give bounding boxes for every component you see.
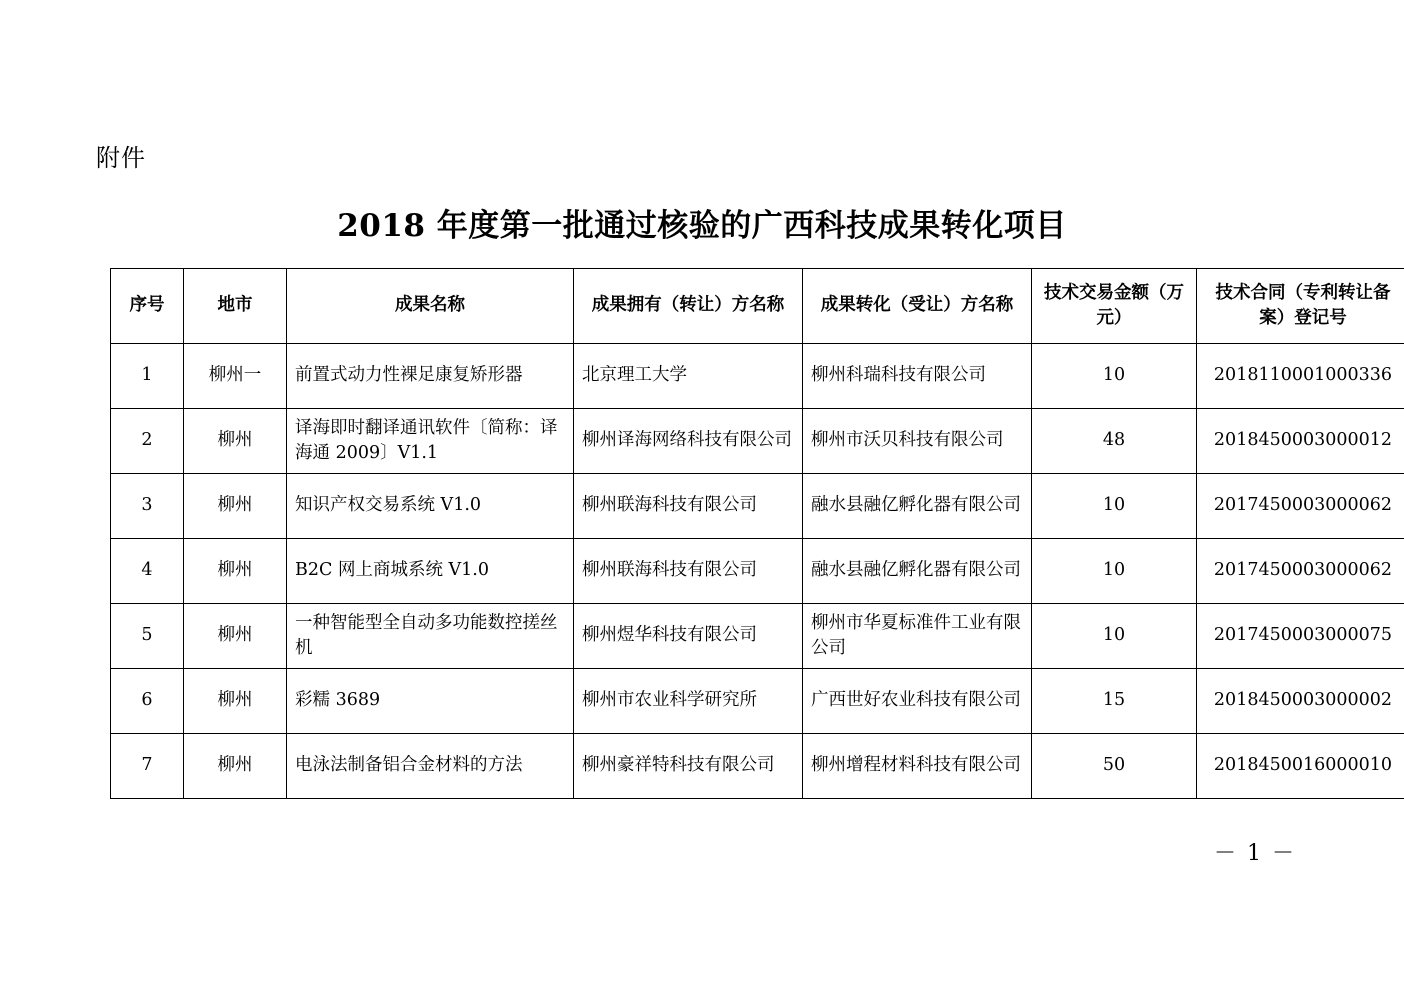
projects-table <box>110 268 1404 799</box>
cell-city: 柳州 <box>184 734 287 799</box>
table-row <box>111 409 1404 474</box>
cell-owner: 柳州市农业科学研究所 <box>574 669 803 734</box>
cell-no: 7 <box>111 734 184 799</box>
column-header-city: 地市 <box>184 269 287 344</box>
cell-amount: 15 <box>1032 669 1197 734</box>
cell-receiver: 柳州市沃贝科技有限公司 <box>803 409 1032 474</box>
cell-receiver: 融水县融亿孵化器有限公司 <box>803 474 1032 539</box>
cell-contract-no: 2018450003000002 <box>1197 669 1404 734</box>
cell-contract-no: 2017450003000062 <box>1197 474 1404 539</box>
cell-owner: 柳州译海网络科技有限公司 <box>574 409 803 474</box>
cell-achievement-name: 一种智能型全自动多功能数控搓丝机 <box>287 604 574 669</box>
cell-city: 柳州 <box>184 409 287 474</box>
table-body <box>111 344 1404 799</box>
cell-owner: 柳州煜华科技有限公司 <box>574 604 803 669</box>
projects-table-container <box>110 268 1393 799</box>
table-row <box>111 539 1404 604</box>
column-header-receiver: 成果转化（受让）方名称 <box>803 269 1032 344</box>
column-header-achievement-name: 成果名称 <box>287 269 574 344</box>
cell-owner: 北京理工大学 <box>574 344 803 409</box>
page-title: 2018 年度第一批通过核验的广西科技成果转化项目 <box>337 208 1067 244</box>
cell-receiver: 柳州市华夏标准件工业有限公司 <box>803 604 1032 669</box>
cell-amount: 50 <box>1032 734 1197 799</box>
cell-no: 1 <box>111 344 184 409</box>
cell-amount: 10 <box>1032 474 1197 539</box>
cell-city: 柳州 <box>184 669 287 734</box>
cell-achievement-name: 彩糯 3689 <box>287 669 574 734</box>
cell-amount: 10 <box>1032 539 1197 604</box>
column-header-amount: 技术交易金额（万元） <box>1032 269 1197 344</box>
cell-contract-no: 2017450003000075 <box>1197 604 1404 669</box>
table-row <box>111 604 1404 669</box>
cell-amount: 48 <box>1032 409 1197 474</box>
table-header-row <box>111 269 1404 344</box>
table-header <box>111 269 1404 344</box>
cell-owner: 柳州联海科技有限公司 <box>574 539 803 604</box>
cell-no: 2 <box>111 409 184 474</box>
cell-amount: 10 <box>1032 604 1197 669</box>
cell-receiver: 柳州增程材料科技有限公司 <box>803 734 1032 799</box>
attachment-label: 附件 <box>96 144 146 172</box>
table-row <box>111 474 1404 539</box>
cell-amount: 10 <box>1032 344 1197 409</box>
cell-owner: 柳州豪祥特科技有限公司 <box>574 734 803 799</box>
cell-contract-no: 2018450003000012 <box>1197 409 1404 474</box>
table-row <box>111 669 1404 734</box>
cell-achievement-name: 知识产权交易系统 V1.0 <box>287 474 574 539</box>
table-row <box>111 734 1404 799</box>
cell-city: 柳州 <box>184 604 287 669</box>
cell-no: 5 <box>111 604 184 669</box>
cell-achievement-name: 前置式动力性裸足康复矫形器 <box>287 344 574 409</box>
cell-no: 4 <box>111 539 184 604</box>
cell-owner: 柳州联海科技有限公司 <box>574 474 803 539</box>
table-row <box>111 344 1404 409</box>
cell-receiver: 融水县融亿孵化器有限公司 <box>803 539 1032 604</box>
column-header-owner: 成果拥有（转让）方名称 <box>574 269 803 344</box>
page-number: － 1 － <box>1214 841 1296 866</box>
cell-city: 柳州一 <box>184 344 287 409</box>
column-header-contract-no: 技术合同（专利转让备案）登记号 <box>1197 269 1404 344</box>
cell-city: 柳州 <box>184 474 287 539</box>
cell-achievement-name: 电泳法制备铝合金材料的方法 <box>287 734 574 799</box>
cell-contract-no: 2017450003000062 <box>1197 539 1404 604</box>
cell-contract-no: 2018450016000010 <box>1197 734 1404 799</box>
cell-receiver: 广西世好农业科技有限公司 <box>803 669 1032 734</box>
cell-achievement-name: 译海即时翻译通讯软件〔简称：译海通 2009〕V1.1 <box>287 409 574 474</box>
cell-achievement-name: B2C 网上商城系统 V1.0 <box>287 539 574 604</box>
cell-contract-no: 2018110001000336 <box>1197 344 1404 409</box>
cell-no: 3 <box>111 474 184 539</box>
cell-receiver: 柳州科瑞科技有限公司 <box>803 344 1032 409</box>
cell-city: 柳州 <box>184 539 287 604</box>
column-header-no: 序号 <box>111 269 184 344</box>
cell-no: 6 <box>111 669 184 734</box>
